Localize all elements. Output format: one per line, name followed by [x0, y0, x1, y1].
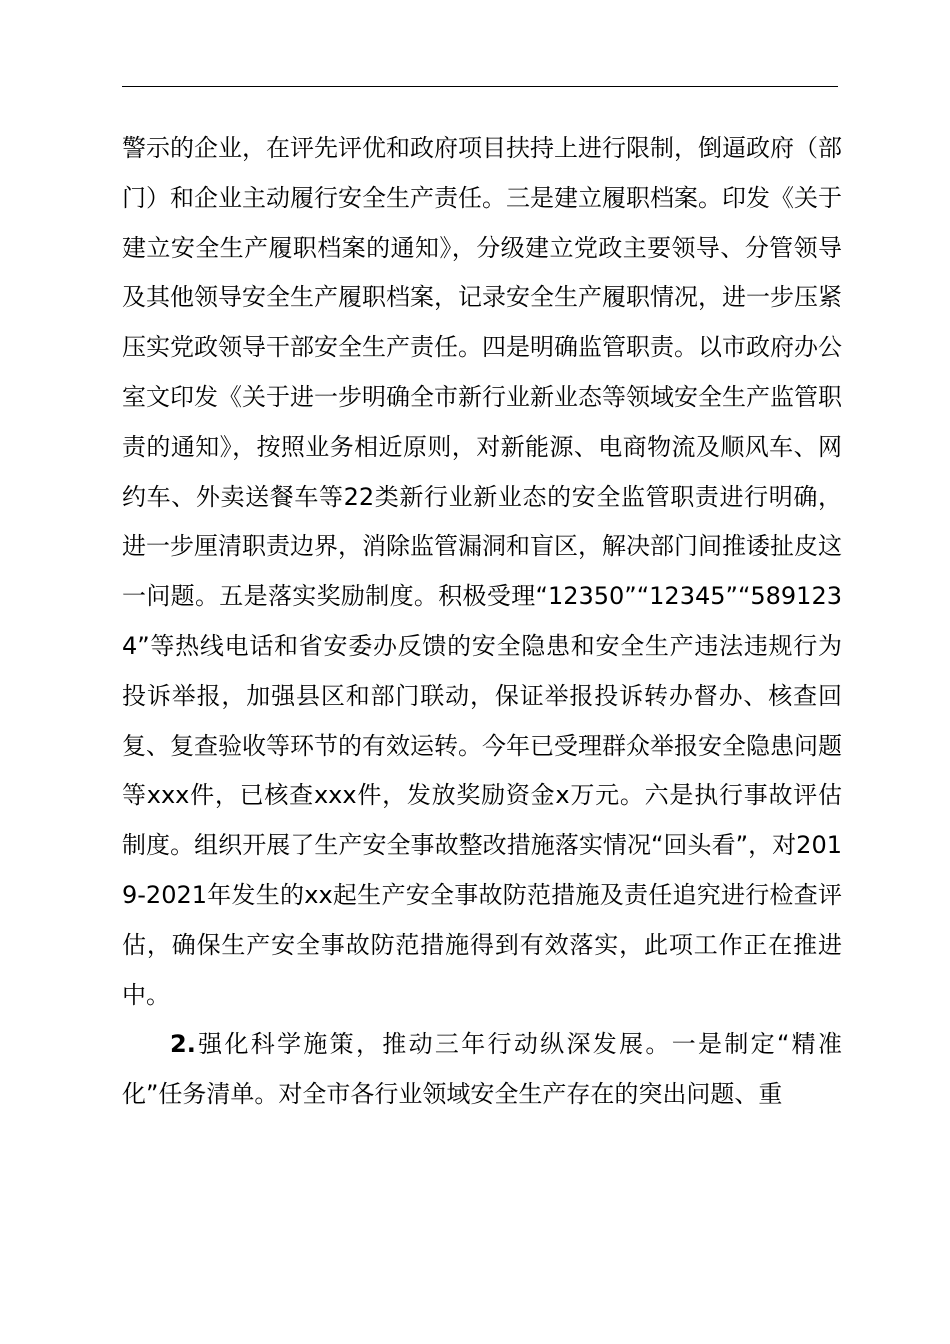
header-rule: [122, 86, 838, 87]
paragraph-1: 警示的企业，在评先评优和政府项目扶持上进行限制，倒逼政府（部门）和企业主动履行安全生产责任。三是建立履职档案。印发《关于建立安全生产履职档案的通知》，分级建立党政主要领导、分管领导及其他领导安全生产履职档案，记录安全生产履职情况，进一步压紧压实党政领导干部安全生产责任。四是明确监管职责。以市政府办公室文印发《关于进一步明确全市新行业新业态等领域安全生产监管职责的通知》，按照业务相近原则，对新能源、电商物流及顺风车、网约车、外卖送餐车等22类新行业新业态的安全监管职责进行明确，进一步厘清职责边界，消除监管漏洞和盲区，解决部门间推诿扯皮这一问题。五是落实奖励制度。积极受理“12350”“12345”“5891234”等热线电话和省安委办反馈的安全隐患和安全生产违法违规行为投诉举报，加强县区和部门联动，保证举报投诉转办督办、核查回复、复查验收等环节的有效运转。今年已受理群众举报安全隐患问题等xxx件，已核查xxx件，发放奖励资金x万元。六是执行事故评估制度。组织开展了生产安全事故整改措施落实情况“回头看”，对2019-2021年发生的xx起生产安全事故防范措施及责任追究进行检查评估，确保生产安全事故防范措施得到有效落实，此项工作正在推进中。: [122, 134, 842, 1009]
paragraph-2: [122, 1020, 842, 1120]
document-body: [122, 124, 842, 1120]
paragraph-2-text: 强化科学施策，推动三年行动纵深发展。一是制定“精准化”任务清单。对全市各行业领域安全生产存在的突出问题、重: [122, 1030, 842, 1109]
paragraph-2-number: 2.: [170, 1030, 196, 1059]
